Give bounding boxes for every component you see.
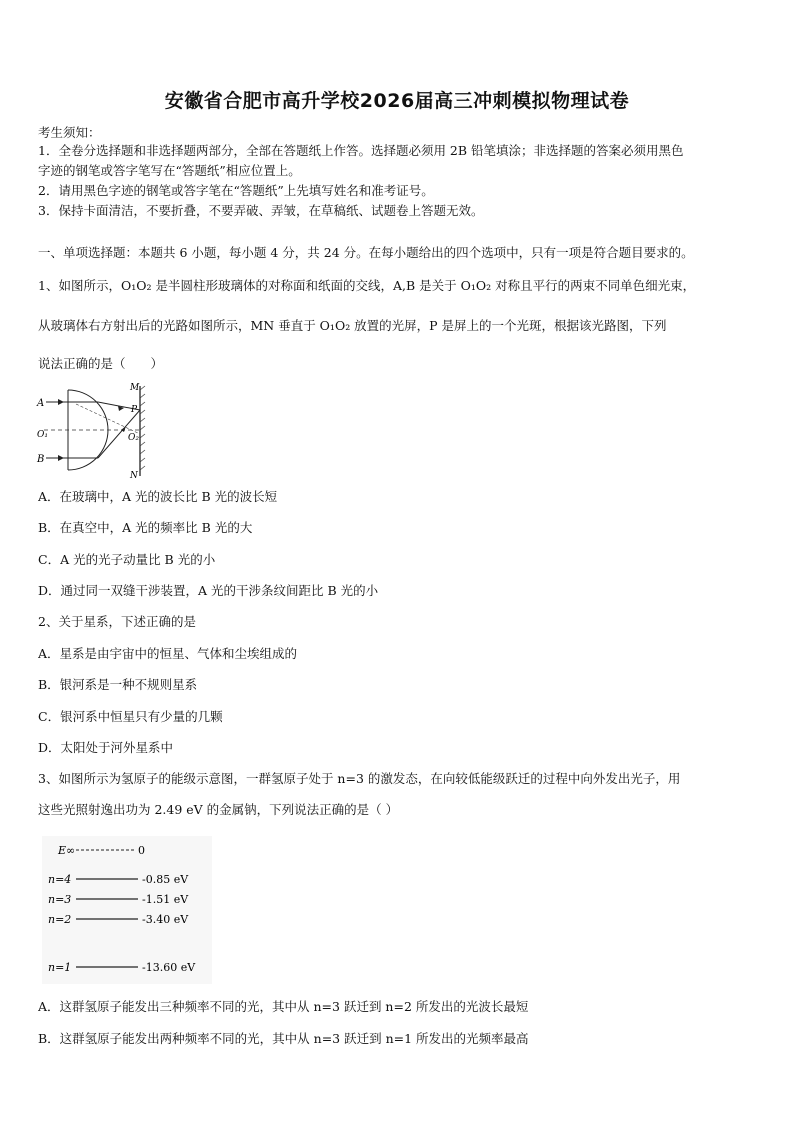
question-1-stem: 从玻璃体右方射出后的光路如图所示，MN 垂直于 O₁O₂ 放置的光屏，P 是屏上的一个光斑，根据该光路图，下列 <box>38 318 667 333</box>
label-n: N <box>130 471 138 480</box>
notice-item: 3．保持卡面清洁，不要折叠，不要弄破、弄皱，在草稿纸、试题卷上答题无效。 <box>38 203 484 218</box>
e-zero-label: 0 <box>138 844 145 857</box>
level-n-label: n=1 <box>48 961 72 974</box>
notice-heading: 考生须知： <box>38 125 101 140</box>
level-n-label: n=3 <box>48 893 72 906</box>
question-1-stem: 说法正确的是（ ） <box>38 356 164 371</box>
question-3-stem: 3、如图所示为氢原子的能级示意图，一群氢原子处于 n=3 的激发态，在向较低能级跃迁的过程中向外发出光子，用 <box>38 771 681 786</box>
question-1-option: C．A 光的光子动量比 B 光的小 <box>38 552 216 567</box>
notice-item: 1．全卷分选择题和非选择题两部分，全部在答题纸上作答。选择题必须用 2B 铅笔填涂；非选择题的答案必须用黑色 <box>38 143 684 158</box>
question-1-option: A．在玻璃中，A 光的波长比 B 光的波长短 <box>38 489 278 504</box>
e-infinity-label: E∞ <box>58 844 76 857</box>
level-energy-label: -1.51 eV <box>142 893 189 906</box>
notice-item: 2．请用黑色字迹的钢笔或答字笔在“答题纸”上先填写姓名和准考证号。 <box>38 183 434 198</box>
question-2-option: B．银河系是一种不规则星系 <box>38 677 198 692</box>
level-energy-label: -13.60 eV <box>142 961 196 974</box>
label-o1: O₁ <box>37 430 48 440</box>
level-energy-label: -3.40 eV <box>142 913 189 926</box>
question-3-stem: 这些光照射逸出功为 2.49 eV 的金属钠，下列说法正确的是（ ） <box>38 802 399 817</box>
question-2-option: A．星系是由宇宙中的恒星、气体和尘埃组成的 <box>38 646 298 661</box>
energy-level-diagram <box>42 836 212 984</box>
question-3-option: A．这群氢原子能发出三种频率不同的光，其中从 n=3 跃迁到 n=2 所发出的光波长最短 <box>38 999 529 1014</box>
level-n-label: n=2 <box>48 913 72 926</box>
question-1-option: D．通过同一双缝干涉装置，A 光的干涉条纹间距比 B 光的小 <box>38 583 379 598</box>
question-3-option: B．这群氢原子能发出两种频率不同的光，其中从 n=3 跃迁到 n=1 所发出的光频率最高 <box>38 1031 529 1046</box>
question-2-option: D．太阳处于河外星系中 <box>38 740 174 755</box>
label-p: P <box>131 405 138 415</box>
optics-diagram <box>36 380 156 480</box>
label-o2: O₂ <box>128 433 139 443</box>
question-2-stem: 2、关于星系，下述正确的是 <box>38 614 196 629</box>
question-2-option: C．银河系中恒星只有少量的几颗 <box>38 709 223 724</box>
label-a: A <box>37 398 45 409</box>
section-heading: 一、单项选择题：本题共 6 小题，每小题 4 分，共 24 分。在每小题给出的四个选项中，只有一项是符合题目要求的。 <box>38 245 694 260</box>
question-1-option: B．在真空中，A 光的频率比 B 光的大 <box>38 520 253 535</box>
level-energy-label: -0.85 eV <box>142 873 189 886</box>
label-b: B <box>37 454 45 465</box>
label-m: M <box>130 383 140 393</box>
page-title: 安徽省合肥市高升学校2026届高三冲刺模拟物理试卷 <box>164 90 630 112</box>
question-1-stem: 1、如图所示，O₁O₂ 是半圆柱形玻璃体的对称面和纸面的交线，A,B 是关于 O₁O₂ 对称且平行的两束不同单色细光束， <box>38 278 696 293</box>
level-n-label: n=4 <box>48 873 72 886</box>
notice-item: 字迹的钢笔或答字笔写在“答题纸”相应位置上。 <box>38 163 301 178</box>
